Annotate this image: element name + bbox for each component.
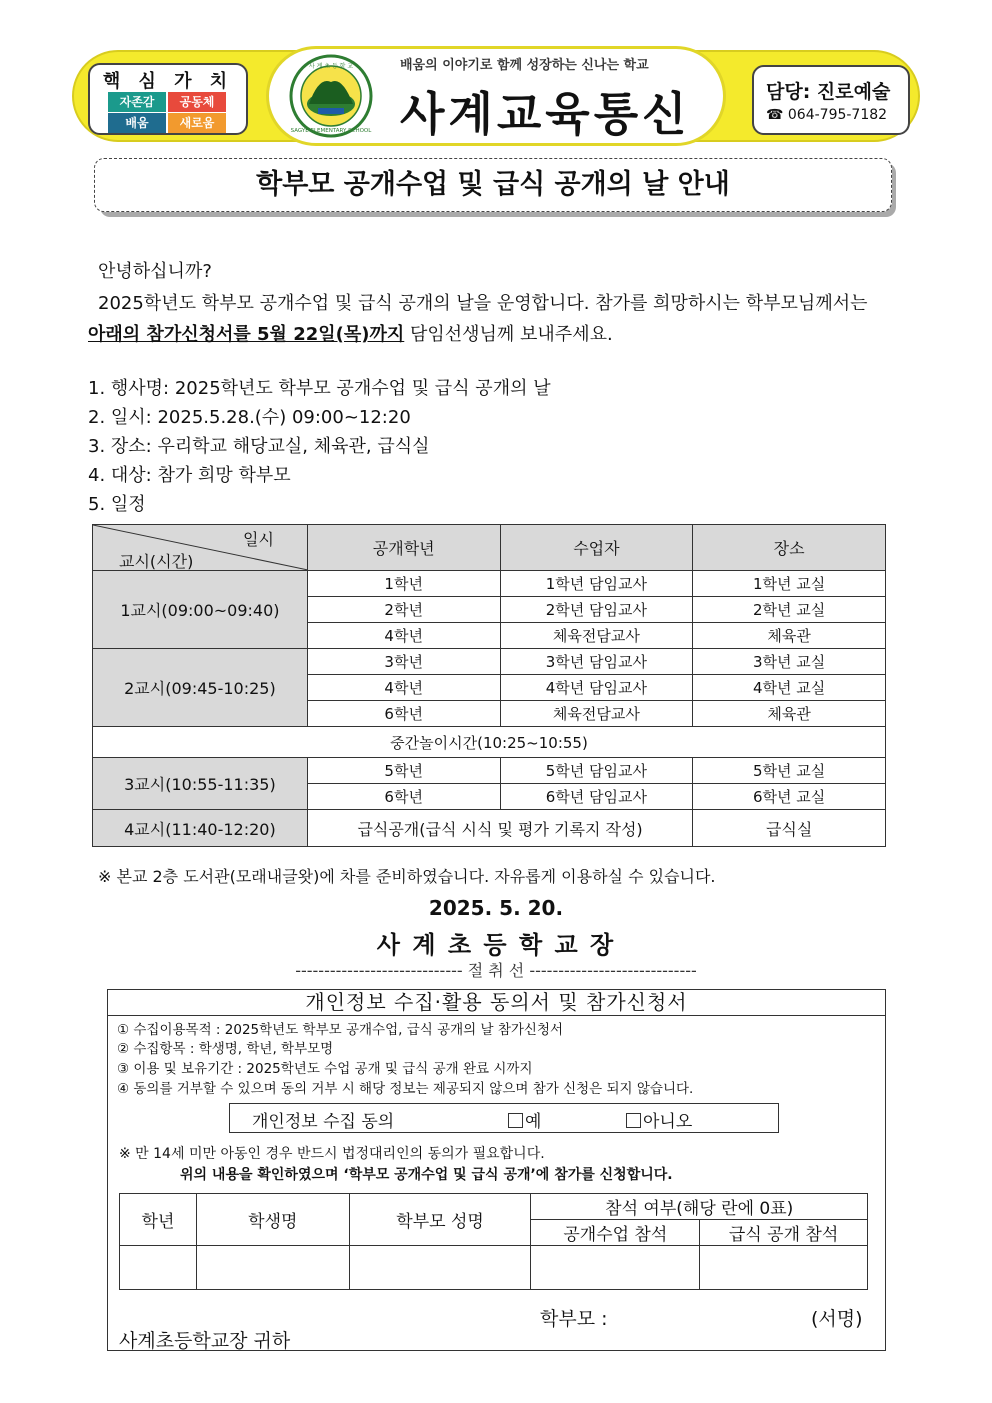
greeting: 안녕하십니까? (98, 261, 212, 282)
cell-grade: 6학년 (307, 701, 500, 727)
header-time-label: 일시 (243, 530, 274, 549)
core-value-learning: 배움 (108, 113, 166, 133)
consent-label: 개인정보 수집 동의 (252, 1112, 395, 1132)
table-row-break (93, 727, 886, 758)
cell-teacher: 5학년 담임교사 (500, 758, 693, 784)
period-2: 2교시(09:45-10:25) (93, 649, 308, 727)
col-parent: 학부모 성명 (349, 1194, 531, 1246)
parent-name-field[interactable] (349, 1246, 531, 1290)
cell-place: 1학년 교실 (693, 571, 886, 597)
form-item-2: ② 수집항목 : 학생명, 학년, 학부모명 (117, 1041, 334, 1057)
intro-line-2 (88, 320, 613, 346)
cell-place: 4학년 교실 (693, 675, 886, 701)
col-attendance: 참석 여부(해당 란에 0표) (531, 1194, 868, 1220)
break-time: 중간놀이시간(10:25~10:55) (93, 727, 886, 758)
cell-grade: 2학년 (307, 597, 500, 623)
col-class-attend: 공개수업 참석 (531, 1220, 700, 1246)
consent-no-checkbox[interactable] (626, 1113, 641, 1128)
school-logo-icon (284, 54, 378, 138)
cut-line: ----------------------------- 절 취 선 ----------------------------- (295, 961, 697, 980)
school-slogan: 배움의 이야기로 함께 성장하는 신나는 학교 (400, 58, 649, 73)
principal-name: 사 계 초 등 학 교 장 (376, 931, 616, 959)
deadline-emphasis: 아래의 참가신청서를 5월 22일(목)까지 (88, 324, 405, 345)
cell-place: 5학년 교실 (693, 758, 886, 784)
form-item-4: ④ 동의를 거부할 수 있으며 동의 거부 시 해당 정보는 제공되지 않으며 참가 신청은 되지 않습니다. (117, 1081, 694, 1097)
cell-teacher: 체육전담교사 (500, 701, 693, 727)
event-target: 4. 대상: 참가 희망 학부모 (88, 465, 291, 486)
cell-grade: 1학년 (307, 571, 500, 597)
table-row (93, 571, 886, 597)
cell-grade: 5학년 (307, 758, 500, 784)
cell-teacher: 2학년 담임교사 (500, 597, 693, 623)
period-4-place: 급식실 (693, 810, 886, 847)
header-teacher: 수업자 (500, 525, 693, 571)
col-student: 학생명 (196, 1194, 349, 1246)
cell-place: 2학년 교실 (693, 597, 886, 623)
table-row (93, 649, 886, 675)
cell-teacher: 4학년 담임교사 (500, 675, 693, 701)
diagonal-header-cell (93, 525, 308, 571)
issue-date: 2025. 5. 20. (428, 896, 564, 920)
cell-place: 체육관 (693, 623, 886, 649)
form-item-1: ① 수집이용목적 : 2025학년도 학부모 공개수업, 급식 공개의 날 참가신청서 (117, 1022, 564, 1038)
header-grade: 공개학년 (307, 525, 500, 571)
consent-box (229, 1103, 779, 1133)
core-values-box (88, 63, 248, 135)
signup-header-row (120, 1194, 868, 1220)
signup-table (119, 1193, 868, 1290)
contact-name: 담당: 진로예술 (766, 81, 891, 103)
notice-title: 학부모 공개수업 및 급식 공개의 날 안내 (94, 158, 892, 212)
consent-no-label: 아니오 (643, 1112, 693, 1132)
cell-teacher: 체육전담교사 (500, 623, 693, 649)
intro-line-2-rest: 담임선생님께 보내주세요. (404, 324, 613, 345)
signup-entry-row (120, 1246, 868, 1290)
cell-place: 체육관 (693, 701, 886, 727)
class-attend-field[interactable] (531, 1246, 700, 1290)
event-schedule-heading: 5. 일정 (88, 494, 146, 515)
student-name-field[interactable] (196, 1246, 349, 1290)
intro-line-1: 2025학년도 학부모 공개수업 및 급식 공개의 날을 운영합니다. 참가를 희망하시는 학부모님께서는 (98, 293, 868, 314)
svg-text:SAGYE ELEMENTARY SCHOOL: SAGYE ELEMENTARY SCHOOL (290, 128, 372, 134)
header-period-label: 교시(시간) (119, 552, 194, 571)
cell-grade: 4학년 (307, 675, 500, 701)
event-place: 3. 장소: 우리학교 해당교실, 체육관, 급식실 (88, 436, 430, 457)
core-value-community: 공동체 (168, 92, 226, 112)
lunch-attend-field[interactable] (700, 1246, 868, 1290)
table-row (93, 810, 886, 847)
schedule-header-row (93, 525, 886, 571)
table-row (93, 758, 886, 784)
col-lunch-attend: 급식 공개 참석 (700, 1220, 868, 1246)
period-1: 1교시(09:00~09:40) (93, 571, 308, 649)
cell-place: 6학년 교실 (693, 784, 886, 810)
period-3: 3교시(10:55-11:35) (93, 758, 308, 810)
consent-yes-label: 예 (525, 1112, 542, 1132)
event-date: 2. 일시: 2025.5.28.(수) 09:00~12:20 (88, 407, 411, 428)
core-values-title: 핵 심 가 치 (102, 71, 234, 92)
contact-box (752, 65, 910, 135)
header-place: 장소 (693, 525, 886, 571)
minor-note: ※ 만 14세 미만 아동인 경우 반드시 법정대리인의 동의가 필요합니다. (119, 1146, 545, 1162)
cell-teacher: 1학년 담임교사 (500, 571, 693, 597)
cell-grade: 3학년 (307, 649, 500, 675)
tea-note: ※ 본교 2층 도서관(모래내글왓)에 차를 준비하였습니다. 자유롭게 이용하실 수 있습니다. (98, 867, 716, 886)
consent-no-option[interactable] (626, 1107, 692, 1132)
cell-teacher: 6학년 담임교사 (500, 784, 693, 810)
parent-sign-label: 학부모 : (540, 1308, 608, 1330)
consent-yes-option[interactable] (508, 1107, 541, 1132)
period-4-description: 급식공개(급식 시식 및 평가 기록지 작성) (307, 810, 692, 847)
col-grade: 학년 (120, 1194, 197, 1246)
newsletter-title: 사계교육통신 (400, 87, 691, 141)
contact-phone: ☎ 064-795-7182 (766, 107, 888, 123)
signature-label: (서명) (811, 1308, 863, 1330)
consent-yes-checkbox[interactable] (508, 1113, 523, 1128)
grade-field[interactable] (120, 1246, 197, 1290)
core-value-novelty: 새로움 (168, 113, 226, 133)
form-addressee: 사계초등학교장 귀하 (119, 1330, 291, 1352)
core-value-self-esteem: 자존감 (108, 92, 166, 112)
period-4: 4교시(11:40-12:20) (93, 810, 308, 847)
confirm-statement: 위의 내용을 확인하였으며 ‘학부모 공개수업 및 급식 공개’에 참가를 신청합니다. (180, 1167, 673, 1183)
cell-grade: 6학년 (307, 784, 500, 810)
form-title: 개인정보 수집·활용 동의서 및 참가신청서 (107, 989, 886, 1016)
event-name: 1. 행사명: 2025학년도 학부모 공개수업 및 급식 공개의 날 (88, 378, 551, 399)
cell-teacher: 3학년 담임교사 (500, 649, 693, 675)
cell-place: 3학년 교실 (693, 649, 886, 675)
schedule-table (92, 524, 886, 847)
form-item-3: ③ 이용 및 보유기간 : 2025학년도 수업 공개 및 급식 공개 완료 시까지 (117, 1061, 533, 1077)
svg-text:사 계 초 등 학 교: 사 계 초 등 학 교 (308, 63, 354, 70)
cell-grade: 4학년 (307, 623, 500, 649)
